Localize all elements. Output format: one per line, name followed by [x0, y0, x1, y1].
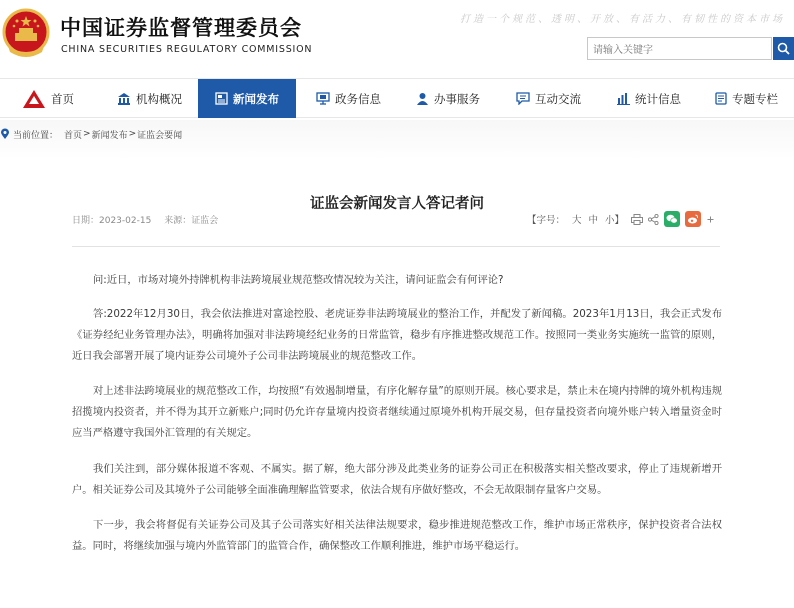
news-icon — [215, 92, 228, 105]
print-button[interactable] — [631, 214, 643, 225]
site-title[interactable]: 中国证券监督管理委员会 — [60, 16, 302, 40]
nav-label: 互动交流 — [535, 91, 581, 106]
monitor-icon — [316, 92, 330, 105]
share-icon — [648, 214, 659, 225]
main-nav — [0, 78, 794, 118]
font-size-small[interactable]: 小】 — [605, 215, 625, 226]
breadcrumb — [0, 127, 182, 141]
more-share-button[interactable] — [706, 215, 715, 224]
chat-icon — [516, 92, 530, 105]
nav-label: 新闻发布 — [233, 91, 279, 106]
chart-icon — [617, 92, 630, 105]
breadcrumb-separator: > — [83, 129, 91, 139]
wechat-share-button[interactable] — [664, 211, 680, 227]
font-size-label: 【字号： — [527, 215, 566, 226]
national-emblem-icon[interactable] — [2, 8, 50, 60]
nav-item-news[interactable] — [198, 79, 296, 118]
weibo-icon — [685, 211, 701, 227]
breadcrumb-prefix: 当前位置： — [13, 130, 59, 141]
nav-item-gov-info[interactable] — [316, 79, 381, 118]
nav-label: 专题专栏 — [732, 91, 778, 106]
article-tools — [527, 210, 720, 228]
nav-label: 机构概况 — [136, 91, 182, 106]
share-button[interactable] — [648, 214, 659, 225]
breadcrumb-separator: > — [128, 129, 137, 139]
search-button[interactable] — [773, 37, 794, 60]
wechat-icon — [664, 211, 680, 227]
nav-item-statistics[interactable] — [617, 79, 681, 118]
print-icon — [631, 214, 643, 225]
site-slogan: 打造一个规范、透明、开放、有活力、有韧性的资本市场 — [460, 14, 785, 25]
nav-item-services[interactable] — [416, 79, 480, 118]
plus-icon — [706, 215, 715, 224]
breadcrumb-current[interactable]: 证监会要闻 — [137, 130, 183, 141]
nav-item-topics[interactable] — [715, 79, 778, 118]
weibo-share-button[interactable] — [685, 211, 701, 227]
breadcrumb-home[interactable]: 首页 — [64, 130, 83, 141]
site-title-en: CHINA SECURITIES REGULATORY COMMISSION — [61, 44, 313, 55]
building-icon — [117, 92, 131, 105]
nav-label: 办事服务 — [434, 91, 480, 106]
person-icon — [416, 92, 429, 105]
font-size-large[interactable]: 大 — [572, 215, 582, 226]
article-paragraph: 问:近日，市场对境外持牌机构非法跨境展业规范整改情况较为关注，请问证监会有何评论? — [93, 274, 504, 286]
nav-item-about[interactable] — [117, 79, 182, 118]
article-source: 来源：证监会 — [164, 216, 219, 226]
article-paragraph: 我们关注到，部分媒体报道不客观、不属实。据了解，绝大部分涉及此类业务的证券公司正在积极落实相关整改要求，停止了违规新增开户。相关证券公司及其境外子公司能够全面准确理解监管要求，依法合规有序做好整改，不会无故限制存量客户交易。 — [72, 463, 722, 496]
nav-label: 统计信息 — [635, 91, 681, 106]
nav-label: 政务信息 — [335, 91, 381, 106]
breadcrumb-news[interactable]: 新闻发布 — [91, 130, 128, 141]
nav-item-home[interactable] — [22, 79, 74, 118]
article-date: 日期：2023-02-15 — [72, 216, 152, 226]
font-size-medium[interactable]: 中 — [588, 215, 599, 226]
search-icon — [777, 42, 790, 55]
doc-icon — [715, 92, 727, 105]
article-title: 证监会新闻发言人答记者问 — [310, 196, 484, 212]
search-field[interactable] — [587, 37, 772, 60]
site-header — [0, 0, 794, 76]
location-pin-icon — [0, 128, 10, 140]
article-meta — [72, 213, 228, 226]
nav-label: 首页 — [51, 91, 74, 106]
home-icon — [22, 89, 46, 109]
search-input[interactable] — [588, 40, 771, 61]
nav-item-interaction[interactable] — [516, 79, 581, 118]
article-paragraph: 对上述非法跨境展业的规范整改工作，均按照“有效遏制增量，有序化解存量”的原则开展。核心要求是，禁止未在境内持牌的境外机构违规招揽境内投资者，并不得为其开立新账户;同时仍允许存量境内投资者继续通过原境外机构开展交易，但存量投资者向境外账户转入增量资金时应当严格遵守我国外汇管理的有关规定。 — [72, 385, 722, 439]
article-paragraph: 答:2022年12月30日，我会依法推进对富途控股、老虎证券非法跨境展业的整治工作，并配发了新闻稿。2023年1月13日，我会正式发布《证券经纪业务管理办法》，明确将加强对非法跨境经纪业务的日常监管，稳步有序推进整改规范工作。按照同一类业务实施统一监管的原则，近日我会部署开展了境内证券公司境外子公司非法跨境展业的规范整改工作。 — [72, 308, 722, 362]
article-divider — [72, 246, 720, 247]
article-paragraph: 下一步，我会将督促有关证券公司及其子公司落实好相关法律法规要求，稳步推进规范整改工作，维护市场正常秩序，保护投资者合法权益。同时，将继续加强与境内外监管部门的监管合作，确保整改工作顺利推进，维护市场平稳运行。 — [72, 519, 722, 552]
